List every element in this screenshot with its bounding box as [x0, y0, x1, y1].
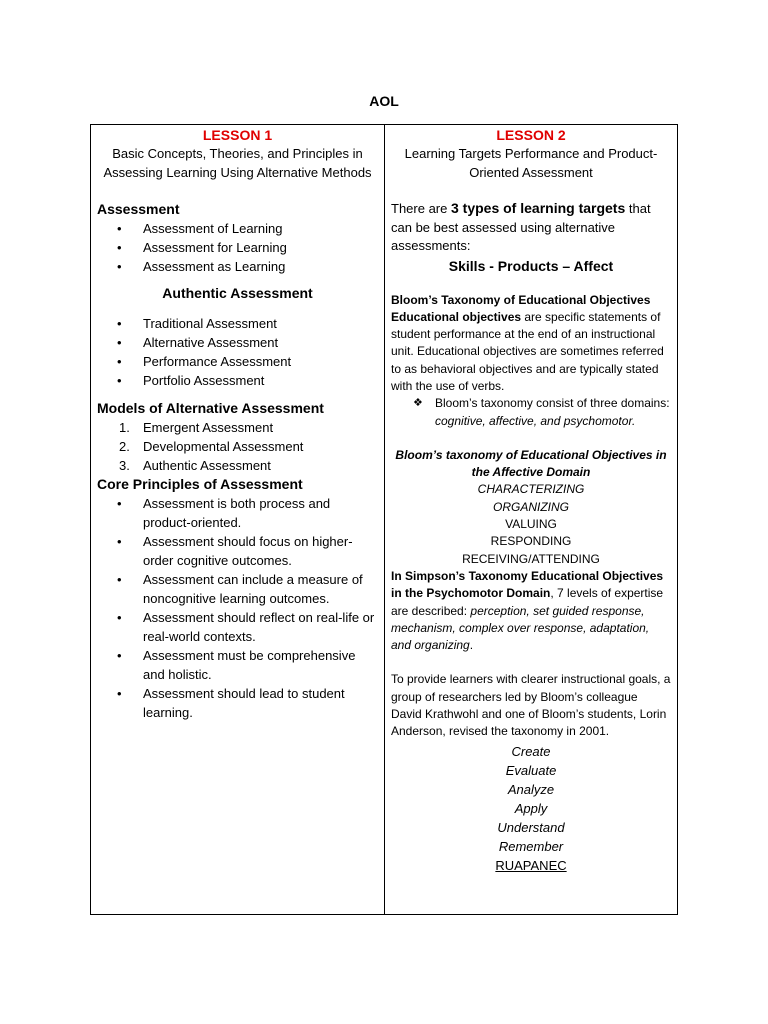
list-item-text: Performance Assessment [143, 354, 292, 369]
principles-heading: Core Principles of Assessment [97, 476, 303, 492]
list-number: 1. [119, 420, 130, 435]
list-item-text: Assessment as Learning [143, 259, 286, 274]
mnemonic-line [391, 856, 671, 875]
simpson-term: In Simpson’s Taxonomy Educational Objectives in the Psychomotor Domain [391, 568, 664, 601]
list-item [97, 570, 378, 608]
revised-level: Remember [498, 838, 564, 854]
list-item-text: Assessment should focus on higher-order cognitive outcomes. [143, 534, 353, 568]
list-item-text: Portfolio Assessment [143, 373, 265, 388]
authentic-heading: Authentic Assessment [162, 285, 313, 301]
list-item-text: Emergent Assessment [143, 420, 274, 435]
bullet-icon: • [117, 648, 122, 663]
principles-list [97, 494, 378, 722]
learning-targets-intro [391, 199, 671, 256]
list-item-text: Assessment should reflect on real-life or real-world contexts. [143, 610, 375, 644]
list-item [97, 219, 378, 238]
lesson2-column [385, 125, 677, 914]
bullet-icon: • [117, 534, 122, 549]
learning-target-types: Skills - Products – Affect [448, 257, 614, 274]
authentic-list [97, 314, 378, 390]
revised-level: Understand [497, 819, 565, 835]
models-list [97, 418, 378, 475]
list-item [97, 371, 378, 390]
list-item [97, 437, 378, 456]
list-item-text: Assessment of Learning [143, 221, 283, 236]
list-item [97, 608, 378, 646]
intro-text: There are [391, 201, 451, 216]
affective-level: CHARACTERIZING [477, 482, 585, 497]
revised-level: Analyze [507, 781, 555, 797]
list-number: 2. [119, 439, 130, 454]
simpson-text: , 7 levels of expertise are described: [391, 586, 664, 618]
revised-level: Create [511, 743, 551, 759]
assessment-heading: Assessment [97, 201, 180, 217]
bullet-icon: • [117, 610, 122, 625]
bloom-domains-bullet [391, 395, 671, 430]
list-item [97, 456, 378, 475]
list-item-text: Assessment is both process and product-oriented. [143, 496, 331, 530]
simpson-paragraph [391, 568, 671, 654]
list-item [97, 352, 378, 371]
lesson2-title: LESSON 2 [496, 127, 566, 143]
bullet-icon: • [117, 221, 122, 236]
bullet-icon: • [117, 316, 122, 331]
bloom-lead-text: are specific statements of student performance at the end of an instructional unit. Educational objectives are sometimes referred to as behavioral objectives and are typically stated with the use of verbs. [391, 309, 664, 393]
bullet-icon: • [117, 240, 122, 255]
list-item [97, 333, 378, 352]
affective-level: ORGANIZING [492, 499, 569, 514]
bloom-lead-term: Educational objectives [391, 309, 522, 324]
simpson-levels: perception, set guided response, mechanism, complex over response, adaptation, and organizing [391, 603, 650, 653]
affective-level: RECEIVING/ATTENDING [462, 551, 600, 566]
list-item-text: Assessment can include a measure of noncognitive learning outcomes. [143, 572, 363, 606]
bloom-heading: Bloom’s Taxonomy of Educational Objectives [391, 292, 651, 307]
document-title: AOL [369, 93, 399, 109]
bullet-domains: cognitive, affective, and psychomotor. [435, 413, 636, 428]
lesson1-title: LESSON 1 [202, 127, 273, 143]
list-item [97, 257, 378, 276]
assessment-list [97, 219, 378, 276]
list-item [97, 494, 378, 532]
bullet-icon: • [117, 686, 122, 701]
list-item-text: Assessment must be comprehensive and holistic. [143, 648, 356, 682]
affective-heading: Bloom’s taxonomy of Educational Objectives in the Affective Domain [395, 447, 667, 480]
list-item [97, 646, 378, 684]
list-item-text: Assessment for Learning [143, 240, 287, 255]
bullet-icon: • [117, 572, 122, 587]
list-item [97, 238, 378, 257]
simpson-end: . [469, 638, 474, 653]
list-item [97, 314, 378, 333]
revised-level: Apply [514, 800, 548, 816]
list-number: 3. [119, 458, 130, 473]
diamond-bullet-icon: ❖ [413, 397, 423, 410]
intro-emphasis: 3 types of learning targets [450, 200, 626, 216]
list-item [97, 418, 378, 437]
bullet-icon: • [117, 373, 122, 388]
list-item [97, 684, 378, 722]
bullet-icon: • [117, 259, 122, 274]
bloom-paragraph [391, 309, 671, 395]
bullet-icon: • [117, 354, 122, 369]
list-item-text: Authentic Assessment [143, 458, 271, 473]
lesson2-subtitle: Learning Targets Performance and Product-Oriented Assessment [404, 146, 658, 180]
affective-level: RESPONDING [490, 534, 572, 549]
lesson1-column [91, 125, 385, 914]
intro-text-end: that can be best assessed using alternative assessments: [391, 201, 651, 253]
list-item-text: Developmental Assessment [143, 439, 304, 454]
list-item-text: Assessment should lead to student learning. [143, 686, 345, 720]
models-heading: Models of Alternative Assessment [97, 400, 324, 416]
list-item-text: Traditional Assessment [143, 316, 277, 331]
bullet-icon: • [117, 335, 122, 350]
lesson1-subtitle: Basic Concepts, Theories, and Principles in Assessing Learning Using Alternative Methods [103, 146, 372, 180]
bullet-text: Bloom’s taxonomy consist of three domains: [435, 396, 670, 411]
list-item [97, 532, 378, 570]
lessons-table [90, 124, 678, 915]
affective-level: VALUING [505, 517, 557, 532]
revised-level: Evaluate [505, 762, 557, 778]
revision-paragraph: To provide learners with clearer instructional goals, a group of researchers led by Bloom’s colleague David Krathwohl and one of Bloom’s students, Lorin Anderson, revised the taxonomy in 2001. [391, 672, 671, 739]
mnemonic: RUAPANEC [495, 857, 567, 873]
list-item-text: Alternative Assessment [143, 335, 279, 350]
bullet-icon: • [117, 496, 122, 511]
